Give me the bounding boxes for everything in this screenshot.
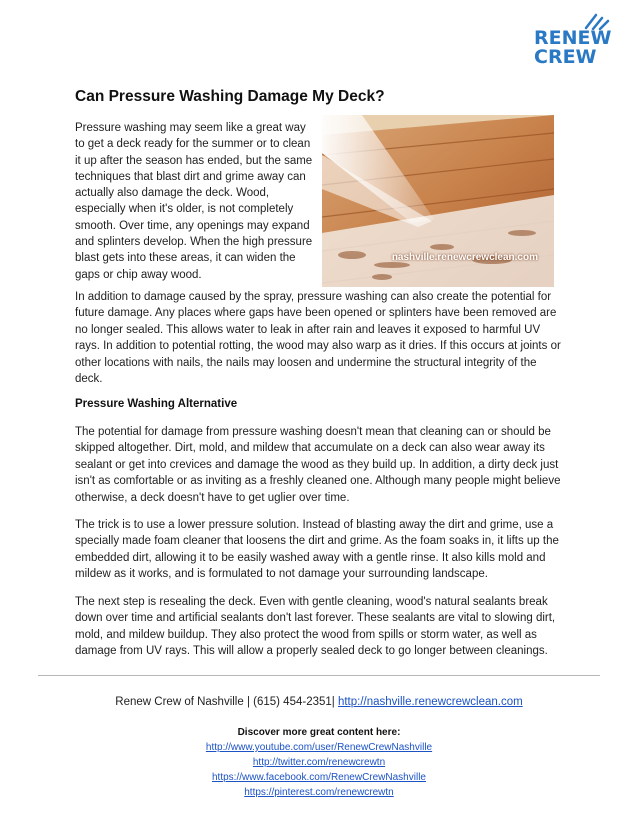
- subheading-alternative: Pressure Washing Alternative: [75, 398, 238, 410]
- intro-paragraph: Pressure washing may seem like a great way to get a deck ready for the summer or to clean it up after the season has ended, but the same techniques that blast dirt and grime away can actually also damage the deck. Wood, especially when it's older, is not completely smooth. Over time, any openings may expand and splinters develop. When the high pressure blast gets into these areas, it can widen the gaps or chip away wood.: [75, 122, 313, 281]
- paragraph-low-pressure: The trick is to use a lower pressure solution. Instead of blasting away the dirt and grime, use a specially made foam cleaner that loosens the dirt and grime. As the foam soaks in, it lifts up the embedded dirt, allowing it to be easily washed away with a gentle rinse. It also kills mold and mildew as it works, and is formulated to not damage your surrounding landscape.: [75, 519, 559, 581]
- website-link[interactable]: http://nashville.renewcrewclean.com: [337, 696, 523, 708]
- paragraph-future-damage: In addition to damage caused by the spray, pressure washing can also create the potential for future damage. Any places where gaps have been opened or splinters have been removed are no longer sealed. This allows water to leak in after rain and leaves it exposed to harmful UV rays. In addition to potential rotting, the wood may also warp as it dries. If this occurs at joints or other locations with nails, the nails may loosen and undermine the structural integrity of the deck.: [75, 291, 561, 386]
- photo-watermark-caption: nashville.renewcrewclean.com: [391, 252, 538, 263]
- paragraph-resealing: The next step is resealing the deck. Even with gentle cleaning, wood's natural sealants break down over time and artificial sealants don't last forever. These sealants are vital to slowing dirt, mold, and mildew buildup. They also protect the wood from spills or storm water, as well as damage from UV rays. This will allow a properly sealed deck to go longer between cleanings.: [75, 596, 556, 658]
- renew-crew-logo: [526, 12, 614, 70]
- more-content-section: [0, 725, 638, 800]
- twitter-link[interactable]: http://twitter.com/renewcrewtn: [252, 757, 386, 768]
- footer-divider: [38, 675, 600, 676]
- article-title: Can Pressure Washing Damage My Deck?: [75, 88, 385, 105]
- paragraph-cleaning-needed: The potential for damage from pressure washing doesn't mean that cleaning can or should be skipped altogether. Dirt, mold, and mildew that accumulate on a deck can also wear away its sealant or get into crevices and damage the wood as they build up. In addition, a dirty deck just isn't as comfortable or as inviting as a freshly cleaned one. Although many people might believe otherwise, a deck doesn't have to get uglier over time.: [75, 426, 561, 504]
- pinterest-link[interactable]: https://pinterest.com/renewcrewtn: [244, 787, 394, 798]
- logo-text-crew: CREW: [534, 46, 597, 68]
- facebook-link[interactable]: https://www.facebook.com/RenewCrewNashville: [212, 772, 426, 783]
- logo-text-renew: RENEW: [534, 27, 612, 49]
- footer-contact-text: Renew Crew of Nashville | (615) 454-2351|: [115, 696, 338, 708]
- more-content-heading: Discover more great content here:: [237, 727, 401, 738]
- footer-contact: [0, 696, 638, 708]
- deck-pressure-washing-photo: [322, 115, 554, 287]
- youtube-link[interactable]: http://www.youtube.com/user/RenewCrewNashville: [205, 742, 433, 753]
